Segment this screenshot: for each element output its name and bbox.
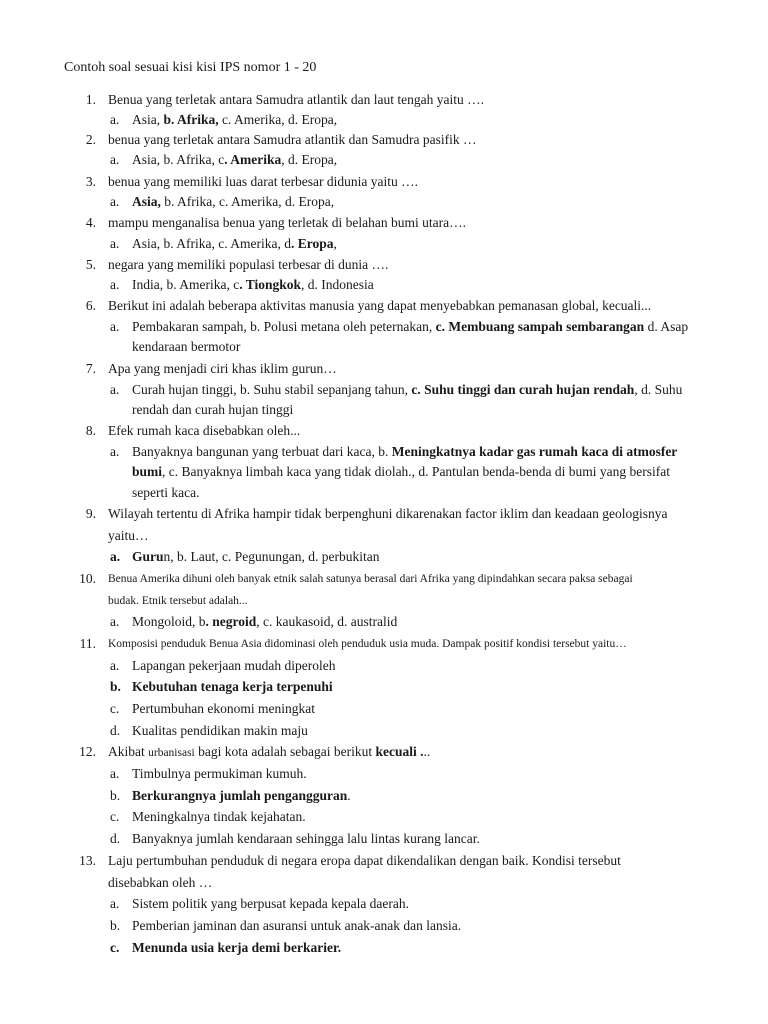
question-text <box>108 592 248 610</box>
question-number: 5. <box>85 257 96 272</box>
option-text <box>132 657 336 675</box>
text-segment: disebabkan oleh … <box>108 875 213 890</box>
text-segment: kendaraan bermotor <box>132 339 241 354</box>
text-segment: , d. Eropa, <box>281 152 338 167</box>
text-segment: rendah dan curah hujan tinggi <box>132 402 294 417</box>
text-segment: , d. Suhu <box>634 382 683 397</box>
question-number: 11. <box>79 636 96 651</box>
bold-answer: b. Afrika, <box>163 112 219 127</box>
text-segment: Lapangan pekerjaan mudah diperoleh <box>132 658 336 673</box>
text-segment: negara yang memiliki populasi terbesar di dunia …. <box>108 257 389 272</box>
text-segment: d. Asap <box>644 319 689 334</box>
option-text <box>132 111 337 129</box>
text-segment: mampu menganalisa benua yang terletak di belahan bumi utara…. <box>108 215 467 230</box>
text-segment: n, b. Laut, c. Pegunungan, d. perbukitan <box>163 549 380 564</box>
text-segment: yaitu… <box>108 528 149 543</box>
question-number: 3. <box>85 174 96 189</box>
text-segment: Benua yang terletak antara Samudra atlantik dan laut tengah yaitu …. <box>108 92 484 107</box>
text-segment: Efek rumah kaca disebabkan oleh... <box>108 423 301 438</box>
text-segment: , c. Banyaknya limbah kaca yang tidak diolah., d. Pantulan benda-benda di bumi yang bersifat <box>162 464 670 479</box>
bold-answer: Berkurangnya jumlah pengangguran <box>132 788 348 803</box>
text-segment: Sistem politik yang berpusat kepada kepala daerah. <box>132 896 410 911</box>
text-segment: urbanisasi <box>148 747 195 759</box>
option-letter: a. <box>110 614 120 629</box>
text-segment: .. <box>423 744 431 759</box>
option-letter: b. <box>110 788 121 803</box>
text-segment: Pemberian jaminan dan asuransi untuk anak-anak dan lansia. <box>132 918 462 933</box>
question-number: 6. <box>85 298 96 313</box>
text-segment: Asia, b. Afrika, c. Amerika, d <box>132 236 291 251</box>
option-text <box>132 318 688 336</box>
option-text <box>132 765 307 783</box>
question-text <box>108 527 149 545</box>
question-text <box>108 297 651 315</box>
option-letter: c. <box>110 940 120 955</box>
question-number: 9. <box>85 506 96 521</box>
option-letter: d. <box>110 723 121 738</box>
text-segment: , d. Indonesia <box>301 277 374 292</box>
question-text <box>108 874 212 892</box>
text-segment: Banyaknya jumlah kendaraan sehingga lalu lintas kurang lancar. <box>132 831 480 846</box>
text-segment: India, b. Amerika, c <box>132 277 240 292</box>
bold-answer: Kebutuhan tenaga kerja terpenuhi <box>132 679 333 694</box>
question-number: 7. <box>85 361 96 376</box>
option-letter: a. <box>110 277 120 292</box>
bold-answer: . Eropa <box>290 236 334 251</box>
option-letter: a. <box>110 194 120 209</box>
option-text <box>132 830 480 848</box>
option-letter: a. <box>110 319 120 334</box>
option-letter: a. <box>110 112 120 127</box>
question-text <box>108 214 466 232</box>
question-text <box>108 91 484 109</box>
bold-answer: . Amerika <box>224 152 282 167</box>
option-text <box>132 613 397 631</box>
question-number: 1. <box>85 92 96 107</box>
question-number: 10. <box>79 571 96 586</box>
text-segment: c. Amerika, d. Eropa, <box>218 112 338 127</box>
question-number: 13. <box>79 853 96 868</box>
text-segment: Laju pertumbuhan penduduk di negara eropa dapat dikendalikan dengan baik. Kondisi tersebut <box>108 853 621 868</box>
text-segment: benua yang terletak antara Samudra atlantik dan Samudra pasifik … <box>108 132 477 147</box>
option-text <box>132 401 293 419</box>
question-text <box>108 505 668 523</box>
text-segment: Mongoloid, b <box>132 614 206 629</box>
text-segment: seperti kaca. <box>132 485 200 500</box>
bold-answer: . Tiongkok <box>239 277 302 292</box>
option-text <box>132 722 308 740</box>
text-segment: Pertumbuhan ekonomi meningkat <box>132 701 315 716</box>
question-text <box>108 256 388 274</box>
question-number: 2. <box>85 132 96 147</box>
text-segment: Timbulnya permukiman kumuh. <box>132 766 307 781</box>
text-segment: , c. kaukasoid, d. australid <box>256 614 398 629</box>
text-segment: Asia, b. Afrika, c <box>132 152 225 167</box>
text-segment: b. Afrika, c. Amerika, d. Eropa, <box>160 194 335 209</box>
option-text <box>132 917 461 935</box>
option-letter: b. <box>110 918 121 933</box>
option-text <box>132 151 337 169</box>
option-text <box>132 381 682 399</box>
text-segment: benua yang memiliki luas darat terbesar didunia yaitu …. <box>108 174 419 189</box>
option-letter: a. <box>110 382 120 397</box>
text-segment: Akibat <box>108 744 149 759</box>
text-segment: Berikut ini adalah beberapa aktivitas manusia yang dapat menyebabkan pemanasan global, kecuali... <box>108 298 652 313</box>
text-segment: Asia, <box>132 112 164 127</box>
question-number: 8. <box>85 423 96 438</box>
option-text <box>132 548 379 566</box>
option-text <box>132 895 409 913</box>
bold-answer: . negroid <box>205 614 257 629</box>
option-text <box>132 276 374 294</box>
bold-answer: Asia, <box>132 194 161 209</box>
text-segment: Banyaknya bangunan yang terbuat dari kaca, b. <box>132 444 392 459</box>
text-segment: bagi kota adalah sebagai berikut <box>194 744 376 759</box>
option-letter: a. <box>110 444 120 459</box>
question-text <box>108 360 337 378</box>
option-text <box>132 338 240 356</box>
text-segment: budak. Etnik tersebut adalah... <box>108 595 248 607</box>
bold-answer: c. Membuang sampah sembarangan <box>435 319 645 334</box>
question-text <box>108 422 300 440</box>
option-letter: b. <box>110 679 121 694</box>
option-text <box>132 484 199 502</box>
question-text <box>108 635 627 653</box>
text-segment: Kualitas pendidikan makin maju <box>132 723 308 738</box>
option-text <box>132 235 337 253</box>
option-text <box>132 939 341 957</box>
option-letter: a. <box>110 658 120 673</box>
question-text <box>108 570 633 588</box>
option-text <box>132 193 334 211</box>
bold-answer: Meningkatnya kadar gas rumah kaca di atmosfer <box>391 444 678 459</box>
text-segment: Apa yang menjadi ciri khas iklim gurun… <box>108 361 337 376</box>
bold-answer: bumi <box>132 464 163 479</box>
question-text <box>108 743 430 762</box>
text-segment: , <box>333 236 337 251</box>
question-text <box>108 131 477 149</box>
option-letter: a. <box>110 549 121 564</box>
question-number: 4. <box>85 215 96 230</box>
option-letter: a. <box>110 896 120 911</box>
text-segment: Benua Amerika dihuni oleh banyak etnik salah satunya berasal dari Afrika yang dipindahkan secara paksa sebagai <box>108 573 633 585</box>
option-letter: a. <box>110 152 120 167</box>
option-letter: d. <box>110 831 121 846</box>
question-number: 12. <box>79 744 96 759</box>
option-text <box>132 443 677 461</box>
question-text <box>108 173 418 191</box>
text-segment: Curah hujan tinggi, b. Suhu stabil sepanjang tahun, <box>132 382 412 397</box>
option-text <box>132 700 315 718</box>
bold-answer: c. Suhu tinggi dan curah hujan rendah <box>411 382 635 397</box>
text-segment: Wilayah tertentu di Afrika hampir tidak berpenghuni dikarenakan factor iklim dan keadaan geologisnya <box>108 506 668 521</box>
bold-answer: Guru <box>132 549 164 564</box>
question-text <box>108 852 621 870</box>
bold-answer: kecuali . <box>375 744 424 759</box>
bold-answer: Menunda usia kerja demi berkarier. <box>132 940 342 955</box>
text-segment: . <box>347 788 351 803</box>
option-text <box>132 678 333 696</box>
option-letter: a. <box>110 766 120 781</box>
option-letter: c. <box>110 809 120 824</box>
option-text <box>132 808 306 826</box>
option-letter: a. <box>110 236 120 251</box>
option-letter: c. <box>110 701 120 716</box>
text-segment: Komposisi penduduk Benua Asia didominasi oleh penduduk usia muda. Dampak positif kondisi tersebut yaitu… <box>108 638 627 650</box>
option-text <box>132 787 351 805</box>
text-segment: Meningkalnya tindak kejahatan. <box>132 809 306 824</box>
option-text <box>132 463 670 481</box>
document-title: Contoh soal sesuai kisi kisi IPS nomor 1 - 20 <box>64 60 317 75</box>
text-segment: Pembakaran sampah, b. Polusi metana oleh peternakan, <box>132 319 436 334</box>
